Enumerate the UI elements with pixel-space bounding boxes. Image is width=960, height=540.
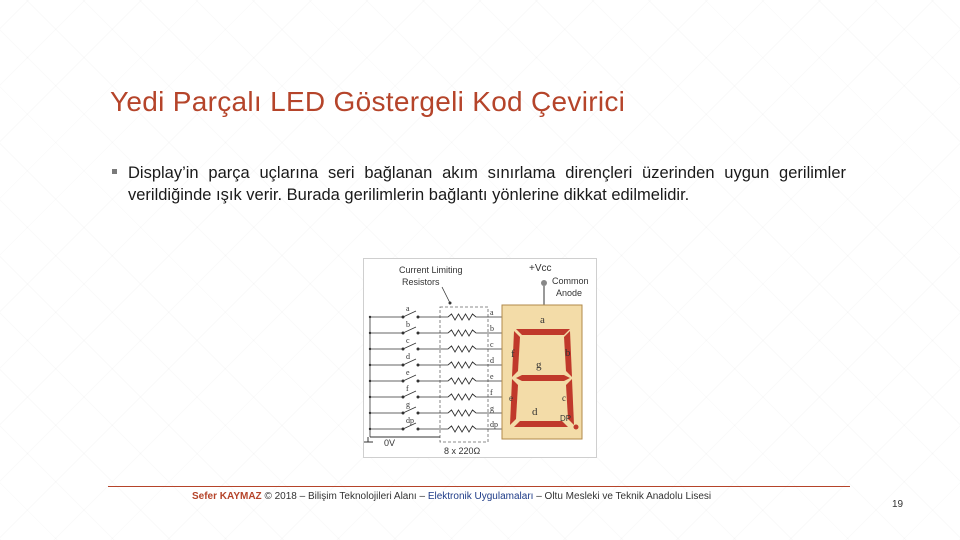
segment-label-c: c xyxy=(562,393,566,403)
callout-dot xyxy=(449,302,452,305)
resistor-label-1: Current Limiting xyxy=(399,265,463,275)
seven-segment-circuit-figure xyxy=(363,258,597,458)
switch-label-c: c xyxy=(406,336,410,345)
pin-label-e: e xyxy=(490,372,494,381)
resistor-d xyxy=(448,362,476,368)
segment-label-g: g xyxy=(536,359,542,371)
resistor-box xyxy=(440,307,488,442)
segment-label-e: e xyxy=(509,393,513,403)
switch-label-a: a xyxy=(406,304,410,313)
slide-title: Yedi Parçalı LED Göstergeli Kod Çevirici xyxy=(110,86,626,117)
resistor-label-2: Resistors xyxy=(402,277,440,287)
pin-label-g: g xyxy=(490,404,494,413)
footer-text-2: Elektronik Uygulamaları xyxy=(427,491,534,502)
bullet-text: Display’in parça uçlarına seri bağlanan akım sınırlama dirençleri üzerinden uygun gerilimler verildiğinde ışık verir. Burada gerilimlerin bağlantı yönlerine dikkat edilmelidir. xyxy=(128,164,846,204)
segment-label-b: b xyxy=(565,347,571,359)
bullet-item xyxy=(112,162,846,206)
pin-label-d: d xyxy=(490,356,494,365)
resistor-c xyxy=(448,346,476,352)
anode-label-2: Anode xyxy=(556,288,583,298)
ground-label: 0V xyxy=(384,438,396,448)
segment-label-a: a xyxy=(540,314,545,326)
pin-label-c: c xyxy=(490,340,494,349)
pin-label-b: b xyxy=(490,324,494,333)
resistor-e xyxy=(448,378,476,384)
segment-label-f: f xyxy=(511,348,515,360)
footer-text-3: – Oltu Mesleki ve Teknik Anadolu Lisesi xyxy=(533,491,712,502)
segment-dp xyxy=(574,425,579,430)
segment-g xyxy=(516,375,570,381)
segment-a xyxy=(516,329,570,335)
resistor-dp xyxy=(448,426,476,432)
resistor-value-label: 8 x 220Ω xyxy=(444,446,481,456)
switch-label-e: e xyxy=(406,368,410,377)
bullet-icon xyxy=(112,169,117,174)
pin-label-f: f xyxy=(490,388,493,397)
switch-label-f: f xyxy=(406,384,409,393)
resistor-a xyxy=(448,314,476,320)
vcc-terminal xyxy=(541,280,547,286)
switch-label-d: d xyxy=(406,352,410,361)
circuit-diagram xyxy=(364,259,596,457)
footer-divider xyxy=(108,486,850,487)
anode-label-1: Common xyxy=(552,276,589,286)
vcc-label: +Vcc xyxy=(529,263,552,274)
resistor-g xyxy=(448,410,476,416)
resistor-b xyxy=(448,330,476,336)
segment-label-dp: DP xyxy=(560,414,572,423)
switch-label-dp: dp xyxy=(406,416,414,425)
switch-resistor-rows xyxy=(369,304,502,437)
page-number: 19 xyxy=(892,499,904,510)
switch-label-g: g xyxy=(406,400,410,409)
footer-text-1: © 2018 – Bilişim Teknolojileri Alanı – xyxy=(264,491,428,502)
callout-line xyxy=(442,287,450,303)
footer xyxy=(192,491,711,502)
switch-lever-f xyxy=(403,391,416,397)
segment-label-d: d xyxy=(532,406,538,418)
pin-label-dp: dp xyxy=(490,420,498,429)
switch-label-b: b xyxy=(406,320,410,329)
pin-label-a: a xyxy=(490,308,494,317)
footer-author: Sefer KAYMAZ xyxy=(192,491,262,502)
resistor-f xyxy=(448,394,476,400)
